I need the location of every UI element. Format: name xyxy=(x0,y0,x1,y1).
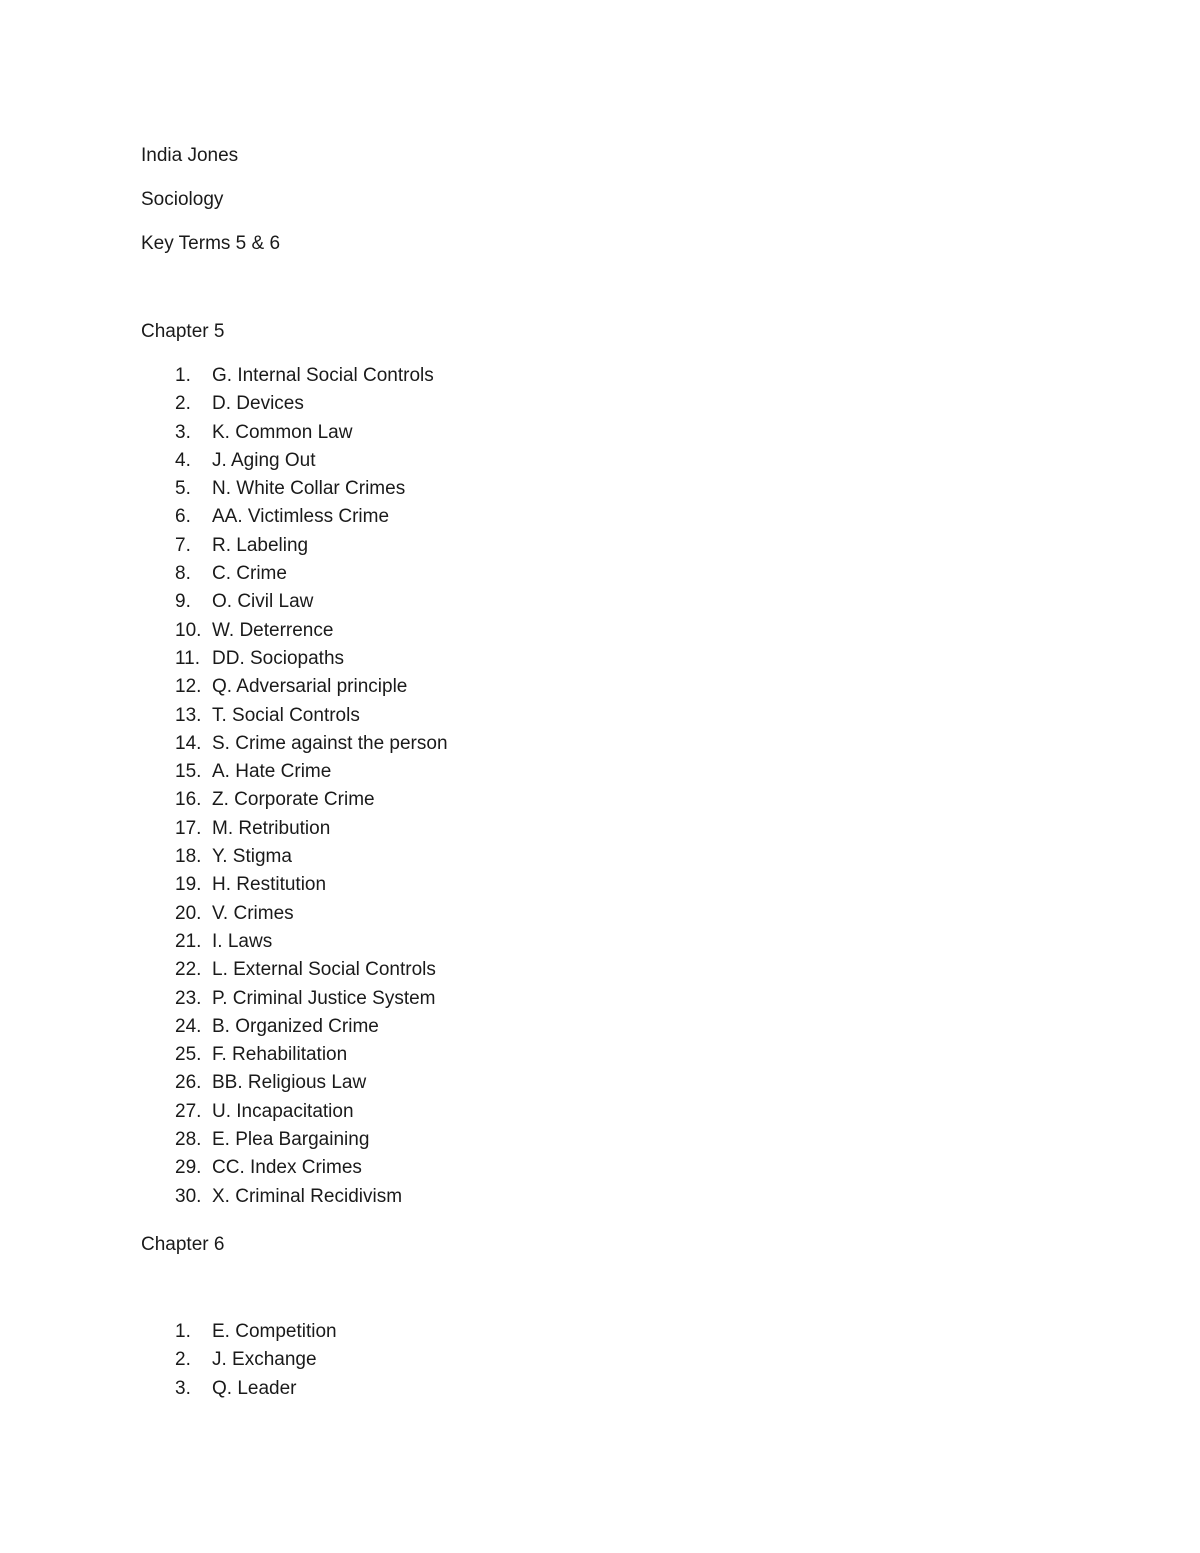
list-item xyxy=(175,1100,448,1128)
item-term: S. Crime against the person xyxy=(212,732,448,754)
item-term: Q. Adversarial principle xyxy=(212,676,408,698)
item-number: 9. xyxy=(175,591,191,613)
list-item xyxy=(175,958,448,986)
list-item xyxy=(175,1320,337,1348)
list-item xyxy=(175,930,448,958)
list-item xyxy=(175,1156,448,1184)
item-term: N. White Collar Crimes xyxy=(212,478,406,500)
item-number: 29. xyxy=(175,1157,202,1179)
item-number: 7. xyxy=(175,534,191,556)
item-number: 24. xyxy=(175,1015,202,1037)
item-term: CC. Index Crimes xyxy=(212,1157,362,1179)
item-term: E. Competition xyxy=(212,1321,337,1342)
item-term: J. Aging Out xyxy=(212,449,316,471)
item-number: 21. xyxy=(175,930,202,952)
item-term: I. Laws xyxy=(212,930,273,952)
item-number: 2. xyxy=(175,1349,191,1371)
list-item xyxy=(175,732,448,760)
chapter-6-heading: Chapter 6 xyxy=(141,1234,225,1255)
item-term: K. Common Law xyxy=(212,421,353,443)
list-item xyxy=(175,619,448,647)
item-number: 5. xyxy=(175,478,191,500)
item-number: 23. xyxy=(175,987,202,1009)
list-item xyxy=(175,647,448,675)
item-term: O. Civil Law xyxy=(212,591,314,613)
item-term: C. Crime xyxy=(212,563,287,585)
item-number: 25. xyxy=(175,1044,202,1066)
item-term: Y. Stigma xyxy=(212,846,292,868)
list-item xyxy=(175,449,448,477)
item-number: 26. xyxy=(175,1072,202,1094)
item-term: J. Exchange xyxy=(212,1349,317,1371)
item-number: 10. xyxy=(175,619,202,641)
item-number: 20. xyxy=(175,902,202,924)
item-term: U. Incapacitation xyxy=(212,1100,354,1122)
list-item xyxy=(175,534,448,562)
item-term: A. Hate Crime xyxy=(212,761,332,783)
item-number: 27. xyxy=(175,1100,202,1122)
item-number: 17. xyxy=(175,817,202,839)
item-number: 19. xyxy=(175,874,202,896)
item-number: 15. xyxy=(175,761,202,783)
list-item xyxy=(175,1128,448,1156)
list-item xyxy=(175,505,448,533)
item-term: Z. Corporate Crime xyxy=(212,789,375,811)
list-item xyxy=(175,590,448,618)
list-item xyxy=(175,788,448,816)
item-number: 18. xyxy=(175,846,202,868)
item-term: B. Organized Crime xyxy=(212,1015,379,1037)
item-term: Q. Leader xyxy=(212,1377,297,1399)
list-item xyxy=(175,873,448,901)
list-item xyxy=(175,477,448,505)
chapter-5-heading: Chapter 5 xyxy=(141,321,225,342)
item-term: F. Rehabilitation xyxy=(212,1044,348,1066)
list-item xyxy=(175,1377,337,1405)
item-number: 12. xyxy=(175,676,202,698)
item-number: 28. xyxy=(175,1129,202,1151)
item-term: H. Restitution xyxy=(212,874,327,896)
item-term: G. Internal Social Controls xyxy=(212,365,434,386)
item-number: 30. xyxy=(175,1185,202,1207)
list-item xyxy=(175,1071,448,1099)
course-name: Sociology xyxy=(141,189,224,210)
list-item xyxy=(175,704,448,732)
item-term: X. Criminal Recidivism xyxy=(212,1185,403,1207)
item-number: 6. xyxy=(175,506,191,528)
list-item xyxy=(175,364,448,392)
assignment-title: Key Terms 5 & 6 xyxy=(141,233,281,254)
list-item xyxy=(175,817,448,845)
item-number: 2. xyxy=(175,393,191,415)
item-number: 14. xyxy=(175,732,202,754)
item-number: 16. xyxy=(175,789,202,811)
list-item xyxy=(175,760,448,788)
item-number: 4. xyxy=(175,449,191,471)
chapter-5-list xyxy=(175,364,448,1213)
list-item xyxy=(175,1043,448,1071)
item-term: P. Criminal Justice System xyxy=(212,987,436,1009)
item-number: 1. xyxy=(175,1321,191,1342)
list-item xyxy=(175,1185,448,1213)
item-term: W. Deterrence xyxy=(212,619,334,641)
item-term: DD. Sociopaths xyxy=(212,647,345,669)
item-number: 1. xyxy=(175,365,191,386)
item-term: M. Retribution xyxy=(212,817,331,839)
item-number: 3. xyxy=(175,421,191,443)
list-item xyxy=(175,1015,448,1043)
item-number: 22. xyxy=(175,959,202,981)
item-term: E. Plea Bargaining xyxy=(212,1129,370,1151)
chapter-6-list xyxy=(175,1320,337,1405)
item-term: D. Devices xyxy=(212,393,304,415)
item-term: R. Labeling xyxy=(212,534,309,556)
list-item xyxy=(175,987,448,1015)
item-number: 13. xyxy=(175,704,202,726)
item-term: V. Crimes xyxy=(212,902,294,924)
list-item xyxy=(175,902,448,930)
item-number: 8. xyxy=(175,563,191,585)
list-item xyxy=(175,562,448,590)
list-item xyxy=(175,675,448,703)
item-number: 11. xyxy=(175,647,201,669)
student-name: India Jones xyxy=(141,145,239,166)
item-number: 3. xyxy=(175,1377,191,1399)
list-item xyxy=(175,845,448,873)
item-term: BB. Religious Law xyxy=(212,1072,367,1094)
list-item xyxy=(175,421,448,449)
item-term: T. Social Controls xyxy=(212,704,360,726)
list-item xyxy=(175,1348,337,1376)
item-term: AA. Victimless Crime xyxy=(212,506,390,528)
list-item xyxy=(175,392,448,420)
item-term: L. External Social Controls xyxy=(212,959,436,981)
